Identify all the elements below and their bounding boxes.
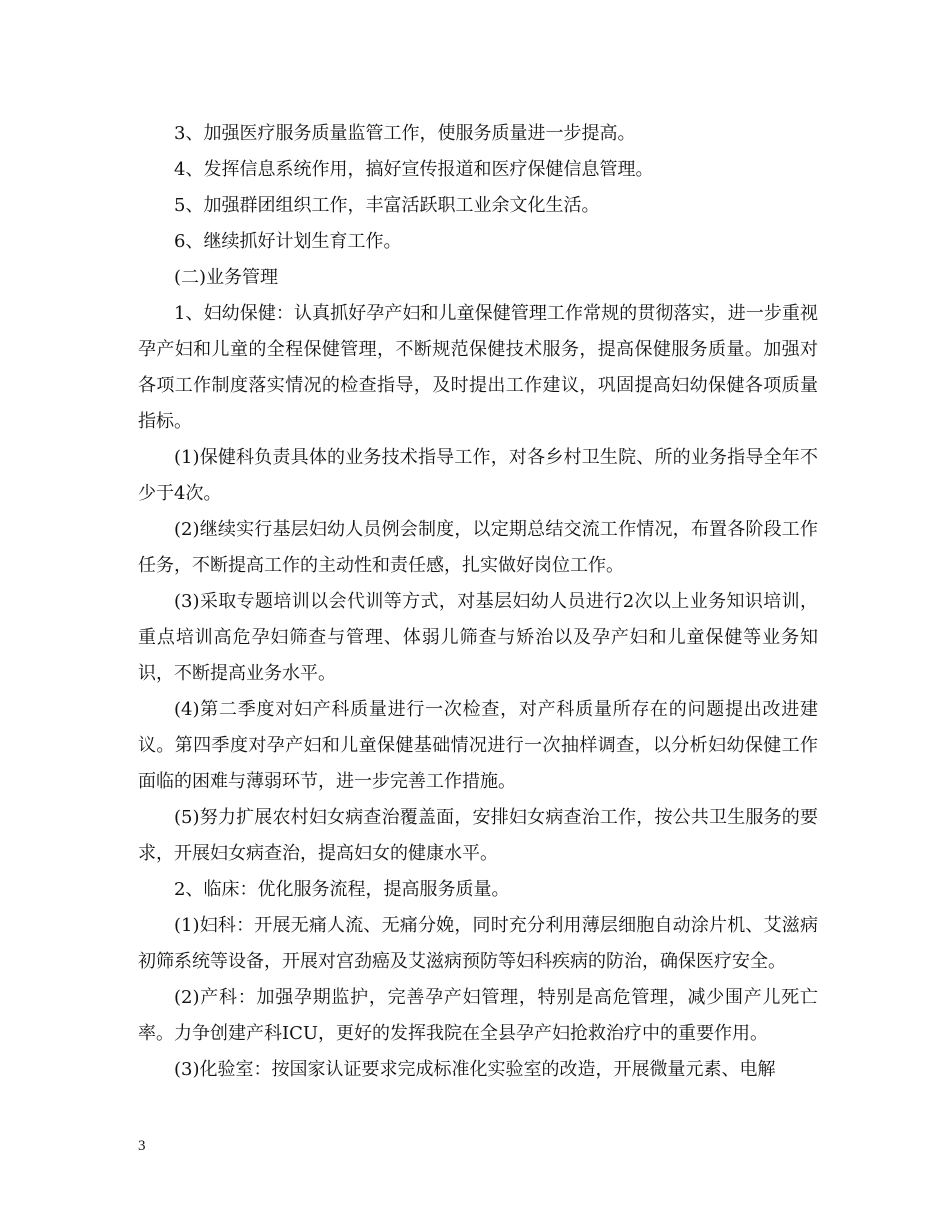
paragraph: 1、妇幼保健：认真抓好孕产妇和儿童保健管理工作常规的贯彻落实，进一步重视孕产妇和儿童的全程保健管理，不断规范保健技术服务，提高保健服务质量。加强对各项工作制度落实情况的检查指导，及时提出工作建议，巩固提高妇幼保健各项质量指标。 [138,303,818,432]
section-heading: (二)业务管理 [174,267,279,288]
paragraph: 2、临床：优化服务流程，提高服务质量。 [174,879,510,900]
paragraph: (4)第二季度对妇产科质量进行一次检查，对产科质量所存在的问题提出改进建议。第四季度对孕产妇和儿童保健基础情况进行一次抽样调查，以分析妇幼保健工作面临的困难与薄弱环节，进一步完善工作措施。 [138,699,818,792]
document-body [138,116,818,1088]
paragraph: 5、加强群团组织工作，丰富活跃职工业余文化生活。 [174,195,600,216]
paragraph: 4、发挥信息系统作用，搞好宣传报道和医疗保健信息管理。 [174,159,654,180]
paragraph: 3、加强医疗服务质量监管工作，使服务质量进一步提高。 [174,123,636,144]
paragraph: (2)继续实行基层妇幼人员例会制度，以定期总结交流工作情况，布置各阶段工作任务，不断提高工作的主动性和责任感，扎实做好岗位工作。 [138,519,818,576]
paragraph: (1)妇科：开展无痛人流、无痛分娩，同时充分利用薄层细胞自动涂片机、艾滋病初筛系统等设备，开展对宫劲癌及艾滋病预防等妇科疾病的防治，确保医疗安全。 [138,915,818,972]
paragraph: (3)采取专题培训以会代训等方式，对基层妇幼人员进行2次以上业务知识培训，重点培训高危孕妇筛查与管理、体弱儿筛查与矫治以及孕产妇和儿童保健等业务知识，不断提高业务水平。 [138,591,818,684]
paragraph: (2)产科：加强孕期监护，完善孕产妇管理，特别是高危管理，减少围产儿死亡率。力争创建产科ICU，更好的发挥我院在全县孕产妇抢救治疗中的重要作用。 [138,987,818,1044]
page-number: 3 [138,1138,146,1154]
paragraph: 6、继续抓好计划生育工作。 [174,231,402,252]
paragraph: (1)保健科负责具体的业务技术指导工作，对各乡村卫生院、所的业务指导全年不少于4次。 [138,447,818,504]
paragraph: (5)努力扩展农村妇女病查治覆盖面，安排妇女病查治工作，按公共卫生服务的要求，开展妇女病查治，提高妇女的健康水平。 [138,807,818,864]
paragraph: (3)化验室：按国家认证要求完成标准化实验室的改造，开展微量元素、电解 [174,1059,776,1080]
